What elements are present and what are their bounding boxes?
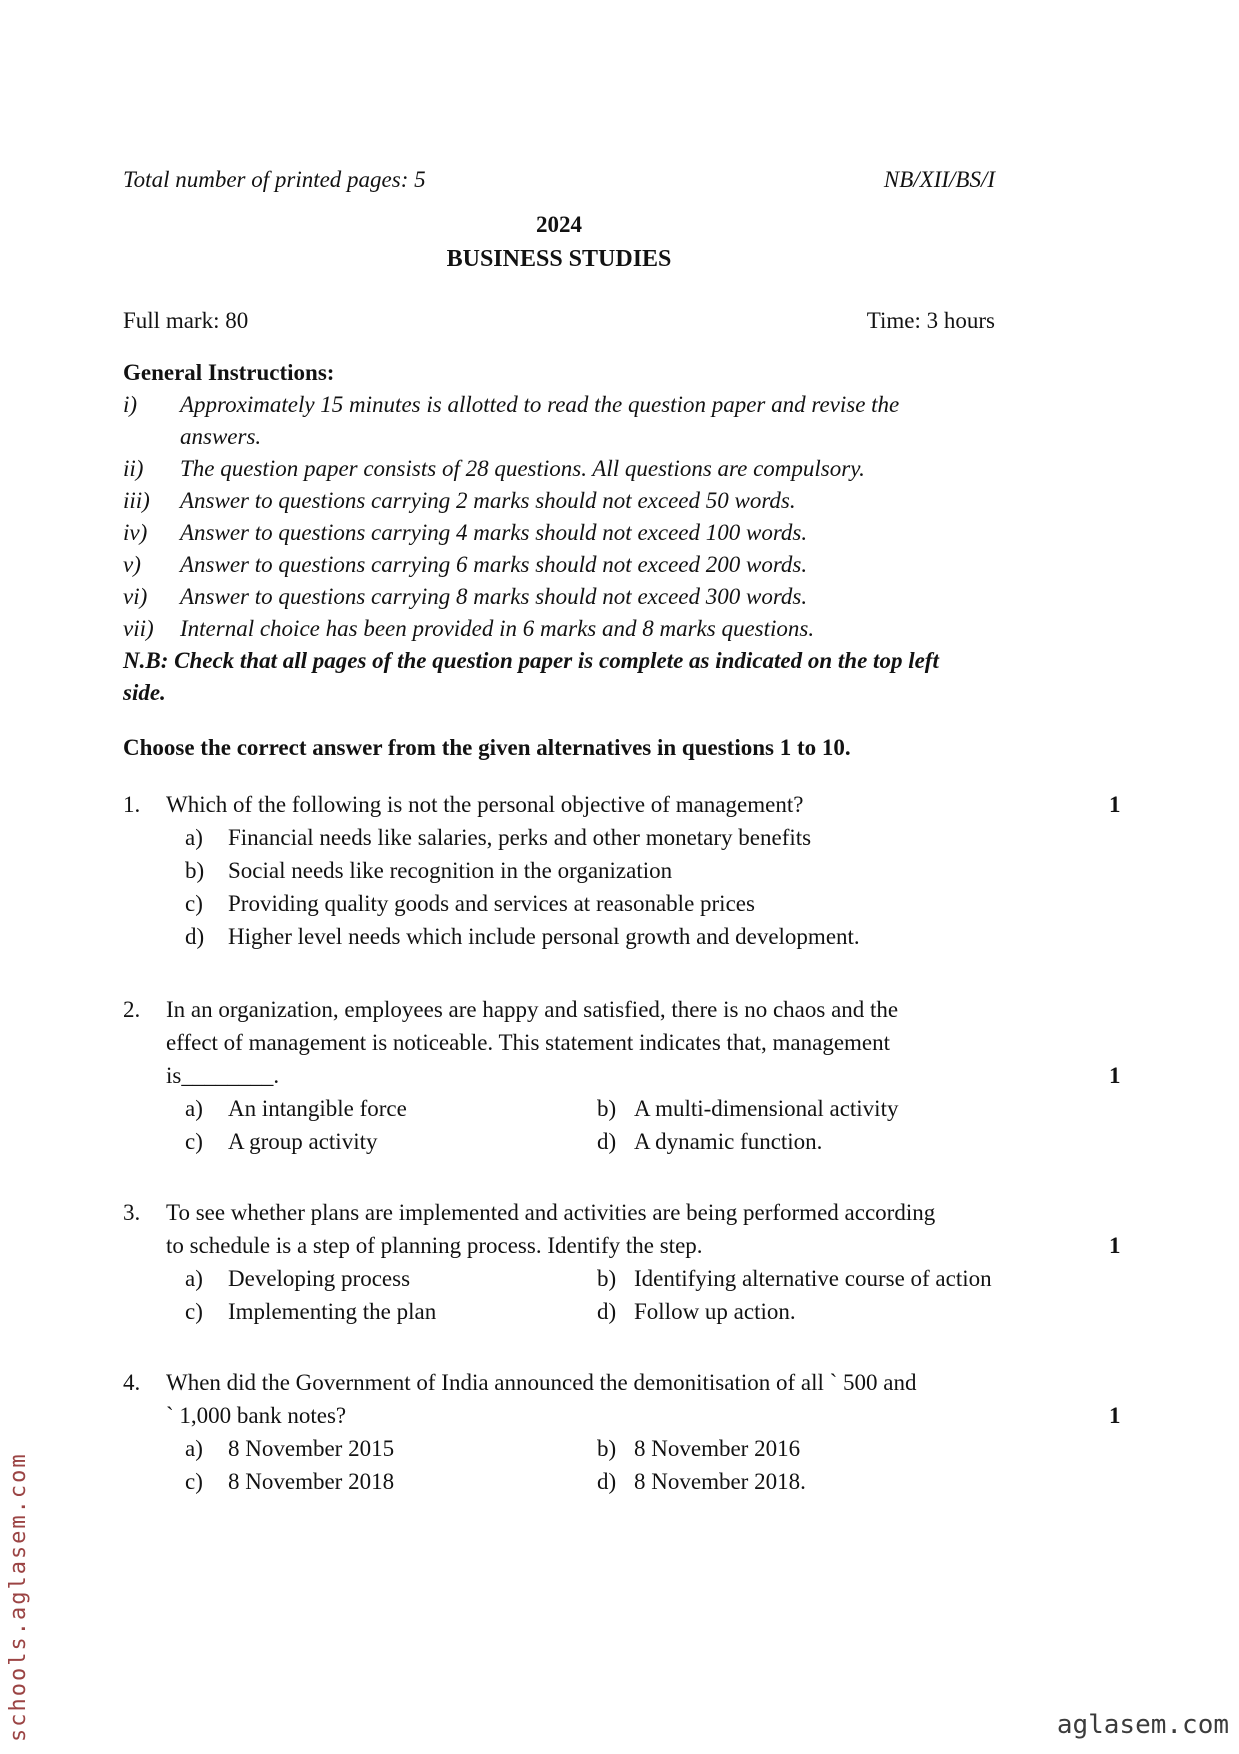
question-mark: 1 <box>1109 792 1121 817</box>
option-item <box>185 1465 597 1498</box>
options-grid <box>185 1092 1033 1158</box>
option-text: Providing quality goods and services at reasonable prices <box>228 891 755 916</box>
option-label: d) <box>597 1129 617 1154</box>
option-item <box>185 854 1033 887</box>
instruction-line: Answer to questions carrying 2 marks should not exceed 50 words. <box>180 488 796 513</box>
instruction-line: Approximately 15 minutes is allotted to read the question paper and revise the <box>180 392 900 417</box>
option-text: Financial needs like salaries, perks and other monetary benefits <box>228 825 812 850</box>
option-text: 8 November 2018 <box>228 1469 395 1494</box>
question-stem <box>166 1196 935 1262</box>
nb-note-line: N.B: Check that all pages of the question paper is complete as indicated on the top left <box>123 648 939 673</box>
option-item <box>185 1295 597 1328</box>
paper-code: NB/XII/BS/I <box>883 167 995 192</box>
question-stem-line: Which of the following is not the personal objective of management? <box>166 792 804 817</box>
option-text: A multi-dimensional activity <box>634 1096 899 1121</box>
option-label: c) <box>185 1299 203 1324</box>
option-label: d) <box>185 924 205 949</box>
question-number: 2. <box>123 997 141 1022</box>
instruction-numeral: vii) <box>123 616 154 641</box>
question-stem-line: ` 1,000 bank notes? <box>166 1403 347 1428</box>
option-text: Developing process <box>228 1266 411 1291</box>
option-label: b) <box>597 1436 617 1461</box>
options-list <box>185 821 1033 953</box>
instruction-item <box>123 613 1033 645</box>
question <box>123 788 1121 953</box>
instruction-line: Answer to questions carrying 8 marks should not exceed 300 words. <box>180 584 808 609</box>
question-stem-line: effect of management is noticeable. This statement indicates that, management <box>166 1030 891 1055</box>
option-item <box>185 920 1033 953</box>
option-item <box>597 1262 1033 1295</box>
option-text: Follow up action. <box>634 1299 796 1324</box>
question-mark: 1 <box>1109 1403 1121 1428</box>
question-number: 4. <box>123 1370 141 1395</box>
question <box>123 1196 1121 1328</box>
page-header <box>123 163 995 196</box>
option-item <box>597 1092 1033 1125</box>
instruction-text <box>180 389 899 453</box>
option-label: b) <box>597 1266 617 1291</box>
instruction-numeral: ii) <box>123 456 144 481</box>
option-item <box>185 821 1033 854</box>
options-grid <box>185 1432 1033 1498</box>
nb-note-line: side. <box>123 680 166 705</box>
options-grid <box>185 1262 1033 1328</box>
question-number: 3. <box>123 1200 141 1225</box>
option-label: c) <box>185 891 203 916</box>
instruction-numeral: vi) <box>123 584 148 609</box>
instruction-numeral: iv) <box>123 520 148 545</box>
instruction-numeral: v) <box>123 552 141 577</box>
option-label: b) <box>185 858 205 883</box>
option-text: 8 November 2018. <box>634 1469 806 1494</box>
option-text: Implementing the plan <box>228 1299 437 1324</box>
question-number: 1. <box>123 792 141 817</box>
option-text: 8 November 2015 <box>228 1436 395 1461</box>
instruction-item <box>123 453 1033 485</box>
question-stem-line: In an organization, employees are happy and satisfied, there is no chaos and the <box>166 997 899 1022</box>
option-item <box>597 1125 1033 1158</box>
instruction-item <box>123 485 1033 517</box>
option-label: c) <box>185 1469 203 1494</box>
question-stem-line: When did the Government of India announced the demonitisation of all ` 500 and <box>166 1370 917 1395</box>
section-heading: Choose the correct answer from the given alternatives in questions 1 to 10. <box>123 735 851 760</box>
option-item <box>597 1295 1033 1328</box>
instruction-line: Answer to questions carrying 6 marks should not exceed 200 words. <box>180 552 808 577</box>
question-stem <box>166 788 803 821</box>
instruction-item <box>123 517 1033 549</box>
option-text: Social needs like recognition in the organization <box>228 858 673 883</box>
option-text: A dynamic function. <box>634 1129 823 1154</box>
instruction-item <box>123 389 1033 453</box>
option-item <box>185 1432 597 1465</box>
exam-time: Time: 3 hours <box>866 308 995 333</box>
option-label: a) <box>185 1436 203 1461</box>
option-label: d) <box>597 1469 617 1494</box>
option-label: c) <box>185 1129 203 1154</box>
question-stem <box>166 993 898 1092</box>
option-item <box>597 1432 1033 1465</box>
instruction-line: The question paper consists of 28 questions. All questions are compulsory. <box>180 456 865 481</box>
nb-note <box>123 645 1033 709</box>
bottom-right-watermark: aglasem.com <box>1056 1710 1229 1740</box>
option-item <box>185 1262 597 1295</box>
question-stem-line: To see whether plans are implemented and activities are being performed according <box>166 1200 936 1225</box>
option-item <box>185 887 1033 920</box>
question-stem-line: is________. <box>166 1063 280 1088</box>
option-text: A group activity <box>228 1129 378 1154</box>
exam-subject: BUSINESS STUDIES <box>446 246 672 272</box>
question <box>123 1366 1121 1498</box>
instruction-line: Internal choice has been provided in 6 marks and 8 marks questions. <box>180 616 815 641</box>
option-label: b) <box>597 1096 617 1121</box>
left-vertical-watermark: schools.aglasem.com <box>6 1452 31 1742</box>
option-label: a) <box>185 825 203 850</box>
option-label: d) <box>597 1299 617 1324</box>
full-mark: Full mark: 80 <box>123 308 249 333</box>
instructions-heading: General Instructions: <box>123 360 335 385</box>
option-text: 8 November 2016 <box>634 1436 801 1461</box>
question-stem-line: to schedule is a step of planning process. Identify the step. <box>166 1233 703 1258</box>
instruction-numeral: iii) <box>123 488 150 513</box>
instruction-numeral: i) <box>123 392 138 417</box>
option-item <box>597 1465 1033 1498</box>
question <box>123 993 1121 1158</box>
exam-year: 2024 <box>536 212 582 237</box>
instruction-item <box>123 549 1033 581</box>
question-stem <box>166 1366 917 1432</box>
instruction-line: answers. <box>180 424 262 449</box>
option-text: Higher level needs which include personal growth and development. <box>228 924 860 949</box>
question-mark: 1 <box>1109 1233 1121 1258</box>
option-item <box>185 1092 597 1125</box>
page-content <box>123 163 1121 1498</box>
option-item <box>185 1125 597 1158</box>
option-label: a) <box>185 1266 203 1291</box>
printed-pages-note: Total number of printed pages: 5 <box>123 167 426 192</box>
instruction-item <box>123 581 1033 613</box>
meta-row <box>123 304 995 337</box>
question-mark: 1 <box>1109 1063 1121 1088</box>
option-text: An intangible force <box>228 1096 407 1121</box>
instruction-line: Answer to questions carrying 4 marks should not exceed 100 words. <box>180 520 808 545</box>
option-label: a) <box>185 1096 203 1121</box>
option-text: Identifying alternative course of action <box>634 1266 992 1291</box>
